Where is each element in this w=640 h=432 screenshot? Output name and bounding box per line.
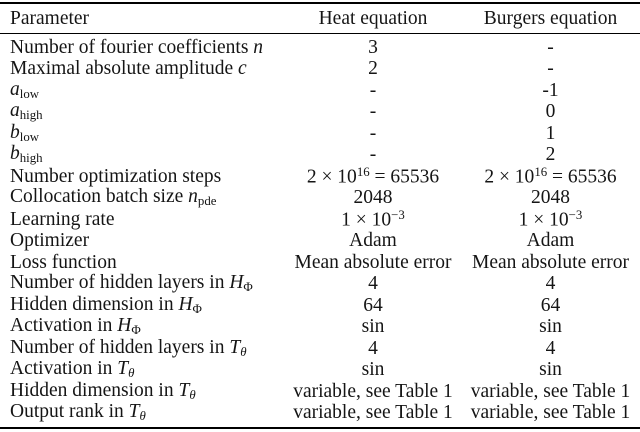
heat-value-cell: - <box>369 144 377 165</box>
table-row <box>0 381 640 403</box>
heat-value-cell: sin <box>361 359 385 380</box>
parameter-cell: Number of hidden layers in $H_\Phi$ <box>10 272 253 295</box>
parameter-cell: $a_{low}$ <box>10 78 40 101</box>
heat-value-cell: 3 <box>368 36 378 58</box>
parameter-cell: Activation in $H_\Phi$ <box>10 315 141 338</box>
heat-value-cell: 4 <box>368 337 378 359</box>
parameter-cell: $b_{high}$ <box>10 143 43 166</box>
burgers-value-cell: 64 <box>540 294 561 316</box>
burgers-value-cell: Adam <box>526 230 575 251</box>
table-body <box>0 34 640 427</box>
burgers-value-cell: 4 <box>545 273 556 294</box>
burgers-value-cell: 2 <box>545 144 556 165</box>
table-row <box>0 58 640 80</box>
table-row <box>0 402 640 424</box>
parameter-cell: Maximal absolute amplitude c <box>10 58 247 79</box>
table-row <box>0 359 640 381</box>
table-row <box>0 37 640 59</box>
parameter-cell: Number of hidden layers in $T_\theta$ <box>10 336 247 359</box>
burgers-value-cell: -1 <box>542 79 559 101</box>
parameter-cell: Output rank in $T_\theta$ <box>10 401 146 424</box>
burgers-value-cell: 0 <box>545 101 556 122</box>
parameter-cell: Learning rate <box>10 208 115 230</box>
table-row <box>0 101 640 123</box>
heat-value-cell: Mean absolute error <box>294 251 452 273</box>
table-row <box>0 209 640 231</box>
burgers-value-cell: - <box>547 58 554 79</box>
heat-value-cell: 64 <box>363 294 383 316</box>
parameter-cell: Loss function <box>10 251 117 273</box>
heat-value-cell: - <box>369 101 377 122</box>
burgers-value-cell: sin <box>539 316 562 337</box>
burgers-value-cell: sin <box>539 359 562 380</box>
burgers-value-cell: 1 <box>545 122 556 144</box>
table-row <box>0 273 640 295</box>
burgers-value-cell: $2 \times 10^{16} = 65536$ <box>484 164 617 188</box>
table-row <box>0 123 640 145</box>
heat-value-cell: variable, see Table 1 <box>293 402 453 423</box>
table-row <box>0 316 640 338</box>
heat-value-cell: - <box>369 122 377 144</box>
col-header-heat-equation: Heat equation <box>318 7 428 29</box>
col-header-parameter: Parameter <box>10 7 90 29</box>
heat-value-cell: $1 \times 10^{-3}$ <box>341 207 405 231</box>
table-row <box>0 80 640 102</box>
burgers-value-cell: $1 \times 10^{-3}$ <box>518 207 583 231</box>
parameter-cell: Collocation batch size $n_{pde}$ <box>10 186 217 209</box>
parameter-cell: Number of fourier coefficients n <box>10 36 264 58</box>
heat-value-cell: variable, see Table 1 <box>293 380 453 402</box>
heat-value-cell: sin <box>361 316 385 337</box>
parameter-cell: Activation in $T_\theta$ <box>10 358 135 381</box>
burgers-value-cell: variable, see Table 1 <box>470 402 631 423</box>
heat-value-cell: $2 \times 10^{16} = 65536$ <box>306 164 440 188</box>
parameter-cell: $b_{low}$ <box>10 121 40 144</box>
heat-value-cell: - <box>369 79 377 101</box>
parameter-cell: Hidden dimension in $H_\Phi$ <box>10 293 202 316</box>
table-header-row <box>0 4 640 34</box>
parameter-cell: Optimizer <box>10 230 90 251</box>
table-row <box>0 166 640 188</box>
parameter-cell: Number optimization steps <box>10 165 222 187</box>
table-row <box>0 230 640 252</box>
burgers-value-cell: Mean absolute error <box>471 251 630 273</box>
table-row <box>0 295 640 317</box>
burgers-value-cell: 2048 <box>531 187 570 208</box>
table-row <box>0 187 640 209</box>
parameter-cell: $a_{high}$ <box>10 100 43 123</box>
heat-value-cell: 4 <box>368 273 378 294</box>
parameter-cell: Hidden dimension in $T_\theta$ <box>10 379 196 402</box>
burgers-value-cell: variable, see Table 1 <box>470 380 631 402</box>
hyperparameter-table <box>0 2 640 429</box>
table-row <box>0 252 640 274</box>
heat-value-cell: 2048 <box>353 187 393 208</box>
heat-value-cell: 2 <box>368 58 378 79</box>
col-header-burgers-equation: Burgers equation <box>483 7 618 29</box>
table-row <box>0 338 640 360</box>
burgers-value-cell: 4 <box>545 337 556 359</box>
table-row <box>0 144 640 166</box>
burgers-value-cell: - <box>547 36 554 58</box>
heat-value-cell: Adam <box>349 230 397 251</box>
